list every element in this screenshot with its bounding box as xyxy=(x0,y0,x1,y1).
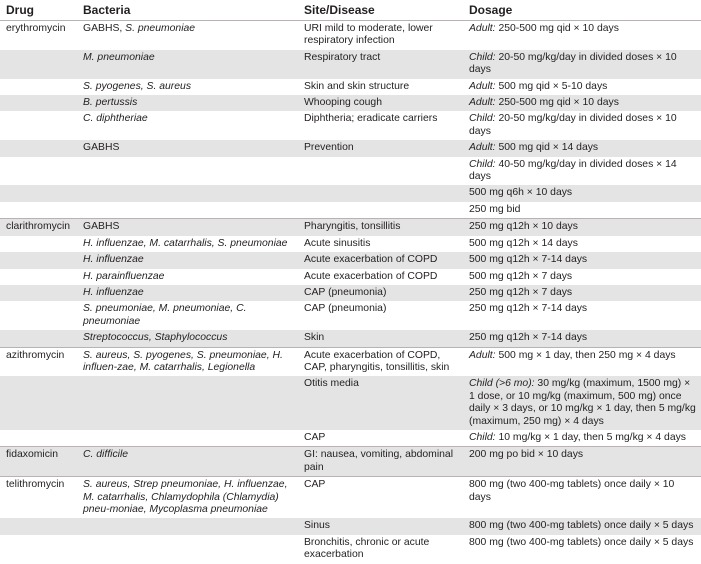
text-run: 250-500 mg qid × 10 days xyxy=(495,97,619,109)
text-run: H. influenzae xyxy=(83,254,144,266)
cell-bacteria xyxy=(77,157,298,186)
cell-bacteria xyxy=(77,518,298,534)
table-row xyxy=(0,535,701,564)
cell-bacteria xyxy=(77,140,298,156)
text-run: Child: xyxy=(469,431,496,443)
table-row xyxy=(0,95,701,111)
table-row xyxy=(0,518,701,534)
table-row xyxy=(0,202,701,219)
cell-bacteria xyxy=(77,376,298,430)
text-run: 250 mg bid xyxy=(469,203,521,215)
cell-dosage xyxy=(463,21,701,50)
cell-drug xyxy=(0,269,77,285)
text-run: 250-500 mg qid × 10 days xyxy=(495,23,619,34)
text-run: H. influenzae xyxy=(83,286,144,298)
cell-dosage xyxy=(463,157,701,186)
table-row xyxy=(0,185,701,201)
cell-site-disease: Acute sinusitis xyxy=(304,237,371,249)
text-run: 200 mg po bid × 10 days xyxy=(469,449,584,461)
cell-site-disease: Skin xyxy=(298,330,463,347)
table-row xyxy=(0,79,701,95)
cell-dosage xyxy=(463,185,701,201)
text-run: GABHS, xyxy=(83,23,126,34)
text-run: C. difficile xyxy=(83,449,129,461)
table-row xyxy=(0,376,701,430)
text-run: 500 mg qid × 14 days xyxy=(495,142,599,154)
table-row xyxy=(0,477,701,519)
cell-bacteria xyxy=(77,111,298,140)
cell-site-disease: Sinus xyxy=(298,518,463,534)
table-row xyxy=(0,285,701,301)
text-run: M. pneumoniae xyxy=(83,51,155,63)
cell-site-disease: GI: nausea, vomiting, abdominal pain xyxy=(298,447,463,477)
cell-site-disease xyxy=(298,157,463,186)
cell-dosage xyxy=(463,79,701,95)
cell-site-disease: Otitis media xyxy=(298,376,463,430)
table-row xyxy=(0,301,701,330)
text-run: Child: xyxy=(469,158,496,170)
cell-dosage xyxy=(463,518,701,534)
cell-drug: azithromycin xyxy=(0,347,77,376)
cell-dosage xyxy=(463,140,701,156)
cell-bacteria xyxy=(77,21,298,50)
cell-dosage xyxy=(463,252,701,268)
text-run: S. aureus, S. pyogenes, S. pneumoniae, H. influen-zae, M. catarrhalis, Legionella xyxy=(83,349,283,373)
text-run: 800 mg (two 400-mg tablets) once daily × 5 days xyxy=(469,520,694,532)
table-row xyxy=(0,330,701,347)
cell-drug: clarithromycin xyxy=(0,219,77,236)
cell-drug xyxy=(0,202,77,219)
cell-site-disease: CAP xyxy=(304,431,326,443)
header-bacteria: Bacteria xyxy=(77,0,298,21)
header-dosage: Dosage xyxy=(463,0,701,21)
cell-bacteria xyxy=(77,236,298,252)
text-run: 250 mg q12h × 7-14 days xyxy=(469,303,588,315)
cell-site-disease: Bronchitis, chronic or acute exacerbation xyxy=(304,536,430,561)
table-row xyxy=(0,236,701,252)
cell-bacteria xyxy=(77,185,298,201)
cell-drug xyxy=(0,157,77,186)
cell-dosage xyxy=(463,50,701,79)
cell-bacteria xyxy=(77,285,298,301)
text-run: 500 mg qid × 5-10 days xyxy=(495,80,608,92)
cell-drug: erythromycin xyxy=(6,23,66,34)
cell-drug xyxy=(0,330,77,347)
text-run: 500 mg q12h × 7-14 days xyxy=(469,254,588,266)
cell-bacteria xyxy=(77,447,298,477)
cell-drug xyxy=(0,111,77,140)
cell-dosage xyxy=(463,301,701,330)
text-run: Child (>6 mo): xyxy=(469,378,535,390)
cell-dosage xyxy=(463,430,701,447)
table-body xyxy=(0,21,701,564)
text-run: 500 mg q12h × 7 days xyxy=(469,270,573,282)
table-row xyxy=(0,447,701,477)
text-run: 250 mg q12h × 10 days xyxy=(469,221,578,233)
text-run: 500 mg q6h × 10 days xyxy=(469,187,573,199)
cell-site-disease: Acute exacerbation of COPD xyxy=(298,252,463,268)
table-row xyxy=(0,157,701,186)
text-run: Adult: xyxy=(469,80,496,92)
cell-dosage xyxy=(463,236,701,252)
cell-drug xyxy=(0,236,77,252)
header-row xyxy=(0,0,701,21)
text-run: Adult: xyxy=(469,349,496,361)
text-run: H. influenzae, M. catarrhalis, S. pneumoniae xyxy=(83,237,288,249)
cell-bacteria xyxy=(77,535,298,564)
cell-dosage xyxy=(463,269,701,285)
text-run: 500 mg × 1 day, then 250 mg × 4 days xyxy=(495,349,676,361)
cell-drug xyxy=(0,50,77,79)
text-run: 40-50 mg/kg/day in divided doses × 14 days xyxy=(469,158,677,183)
text-run: C. diphtheriae xyxy=(83,113,148,125)
cell-drug xyxy=(0,535,77,564)
cell-site-disease: Respiratory tract xyxy=(298,50,463,79)
table-row xyxy=(0,111,701,140)
cell-dosage xyxy=(463,95,701,111)
header-drug: Drug xyxy=(0,0,77,21)
table-row xyxy=(0,252,701,268)
cell-site-disease xyxy=(298,185,463,201)
cell-dosage xyxy=(463,447,701,477)
table-row xyxy=(0,430,701,447)
cell-bacteria xyxy=(77,79,298,95)
text-run: 20-50 mg/kg/day in divided doses × 10 days xyxy=(469,113,677,137)
text-run: 500 mg q12h × 14 days xyxy=(469,237,578,249)
header-site-disease: Site/Disease xyxy=(298,0,463,21)
text-run: 30 mg/kg (maximum, 1500 mg) × 1 dose, or 10 mg/kg (maximum, 500 mg) once daily × 3 days, or 10 mg/kg × 1 day, then 5 mg/kg (maximum, 250 mg) × 4 days xyxy=(469,378,696,427)
cell-site-disease: Acute exacerbation of COPD, CAP, pharyngitis, tonsillitis, skin xyxy=(298,347,463,376)
text-run: Adult: xyxy=(469,97,496,109)
cell-dosage xyxy=(463,347,701,376)
text-run: S. pneumoniae, M. pneumoniae, C. pneumoniae xyxy=(83,303,247,327)
cell-drug xyxy=(0,518,77,534)
cell-dosage xyxy=(463,477,701,519)
table-row xyxy=(0,219,701,236)
cell-site-disease: Prevention xyxy=(298,140,463,156)
cell-bacteria xyxy=(77,347,298,376)
cell-bacteria xyxy=(77,50,298,79)
text-run: Adult: xyxy=(469,142,496,154)
cell-drug: telithromycin xyxy=(0,477,77,519)
table-row xyxy=(0,50,701,79)
cell-drug xyxy=(0,185,77,201)
text-run: GABHS xyxy=(83,142,120,154)
cell-bacteria xyxy=(77,219,298,236)
table-row xyxy=(0,140,701,156)
text-run: 250 mg q12h × 7-14 days xyxy=(469,332,588,344)
text-run: 20-50 mg/kg/day in divided doses × 10 days xyxy=(469,51,677,76)
text-run: 250 mg q12h × 7 days xyxy=(469,286,573,298)
cell-bacteria xyxy=(77,252,298,268)
text-run: GABHS xyxy=(83,221,120,233)
cell-site-disease: CAP (pneumonia) xyxy=(298,285,463,301)
cell-drug xyxy=(0,376,77,430)
cell-site-disease xyxy=(298,202,463,219)
cell-site-disease: Skin and skin structure xyxy=(304,80,410,92)
text-run: Child: xyxy=(469,51,496,63)
cell-bacteria xyxy=(77,202,298,219)
cell-site-disease: URI mild to moderate, lower respiratory infection xyxy=(304,23,433,47)
text-run: S. pyogenes, S. aureus xyxy=(83,80,192,92)
cell-bacteria xyxy=(77,430,298,447)
table-row xyxy=(0,347,701,376)
text-run: Streptococcus, Staphylococcus xyxy=(83,332,228,344)
cell-site-disease: CAP (pneumonia) xyxy=(304,303,387,315)
cell-bacteria xyxy=(77,477,298,519)
cell-site-disease: CAP xyxy=(298,477,463,519)
cell-dosage xyxy=(463,285,701,301)
text-run: 800 mg (two 400-mg tablets) once daily × 10 days xyxy=(469,479,675,503)
table-row xyxy=(0,21,701,50)
cell-drug xyxy=(0,301,77,330)
text-run: S. pneumoniae xyxy=(125,23,196,34)
cell-dosage xyxy=(463,535,701,564)
cell-drug xyxy=(0,79,77,95)
cell-drug xyxy=(0,430,77,447)
text-run: H. parainfluenzae xyxy=(83,270,165,282)
cell-dosage xyxy=(463,202,701,219)
text-run: S. aureus, Strep pneumoniae, H. influenzae, M. catarrhalis, Chlamydophila (Chlamydia) pneu-moniae, Mycoplasma pneumoniae xyxy=(83,479,288,515)
cell-site-disease: Acute exacerbation of COPD xyxy=(304,270,438,282)
cell-drug xyxy=(0,285,77,301)
cell-drug xyxy=(0,95,77,111)
table-row xyxy=(0,269,701,285)
cell-bacteria xyxy=(77,269,298,285)
text-run: B. pertussis xyxy=(83,97,138,109)
cell-drug xyxy=(0,140,77,156)
text-run: Adult: xyxy=(469,23,496,34)
cell-site-disease: Pharyngitis, tonsillitis xyxy=(298,219,463,236)
cell-drug xyxy=(0,252,77,268)
cell-site-disease: Whooping cough xyxy=(298,95,463,111)
cell-bacteria xyxy=(77,301,298,330)
text-run: 800 mg (two 400-mg tablets) once daily × 5 days xyxy=(469,536,694,548)
cell-dosage xyxy=(463,330,701,347)
cell-bacteria xyxy=(77,330,298,347)
cell-dosage xyxy=(463,219,701,236)
text-run: 10 mg/kg × 1 day, then 5 mg/kg × 4 days xyxy=(495,431,686,443)
cell-dosage xyxy=(463,376,701,430)
cell-site-disease: Diphtheria; eradicate carriers xyxy=(304,113,438,125)
text-run: Child: xyxy=(469,113,496,125)
cell-bacteria xyxy=(77,95,298,111)
cell-dosage xyxy=(463,111,701,140)
cell-drug: fidaxomicin xyxy=(0,447,77,477)
